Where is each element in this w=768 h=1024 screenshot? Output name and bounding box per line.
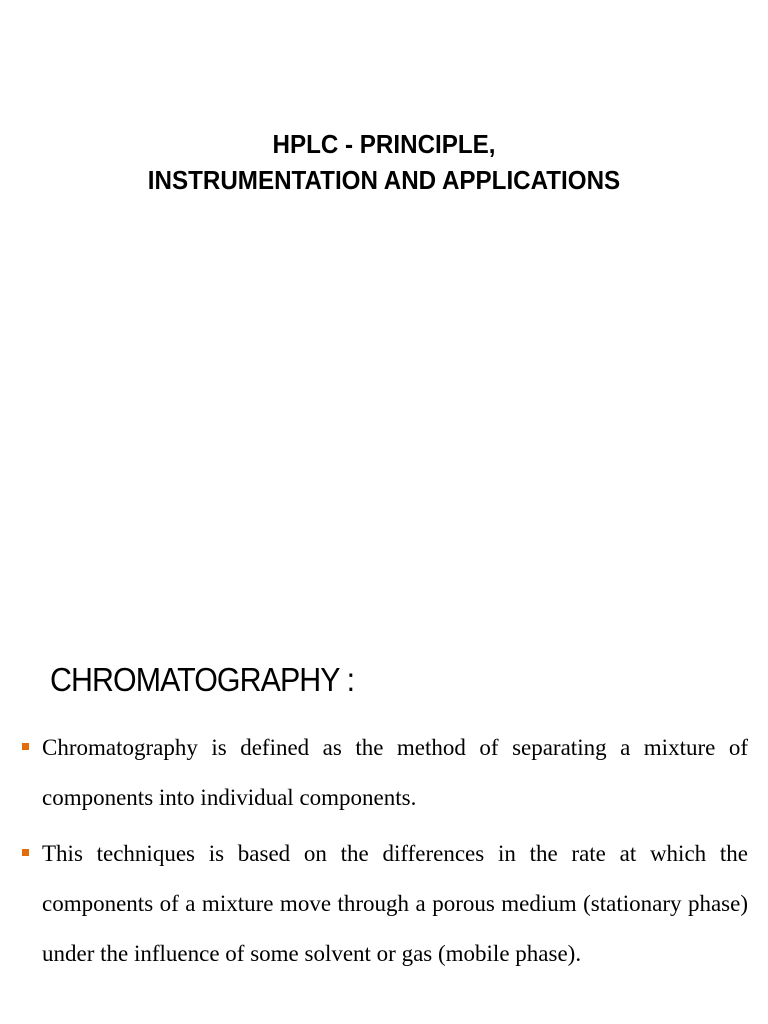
section-heading: CHROMATOGRAPHY : (50, 661, 355, 698)
bullet-item-1 (22, 723, 748, 823)
slide-title (27, 126, 741, 198)
bullet-item-2 (22, 829, 748, 979)
bullet-list (22, 723, 748, 985)
chromatography-slide (0, 620, 768, 1024)
bullet-text-2: This techniques is based on the differences in the rate at which the components of a mixture move through a porous medium (stationary phase) under the influence of some solvent or gas (mobile phase). (42, 841, 748, 966)
square-bullet-icon (22, 743, 29, 750)
bullet-text-1: Chromatography is defined as the method of separating a mixture of components into individual components. (42, 735, 748, 810)
slide-title-line-2: INSTRUMENTATION AND APPLICATIONS (147, 165, 621, 195)
square-bullet-icon (22, 849, 29, 856)
slide-title-line-1: HPLC - PRINCIPLE, (272, 129, 496, 159)
